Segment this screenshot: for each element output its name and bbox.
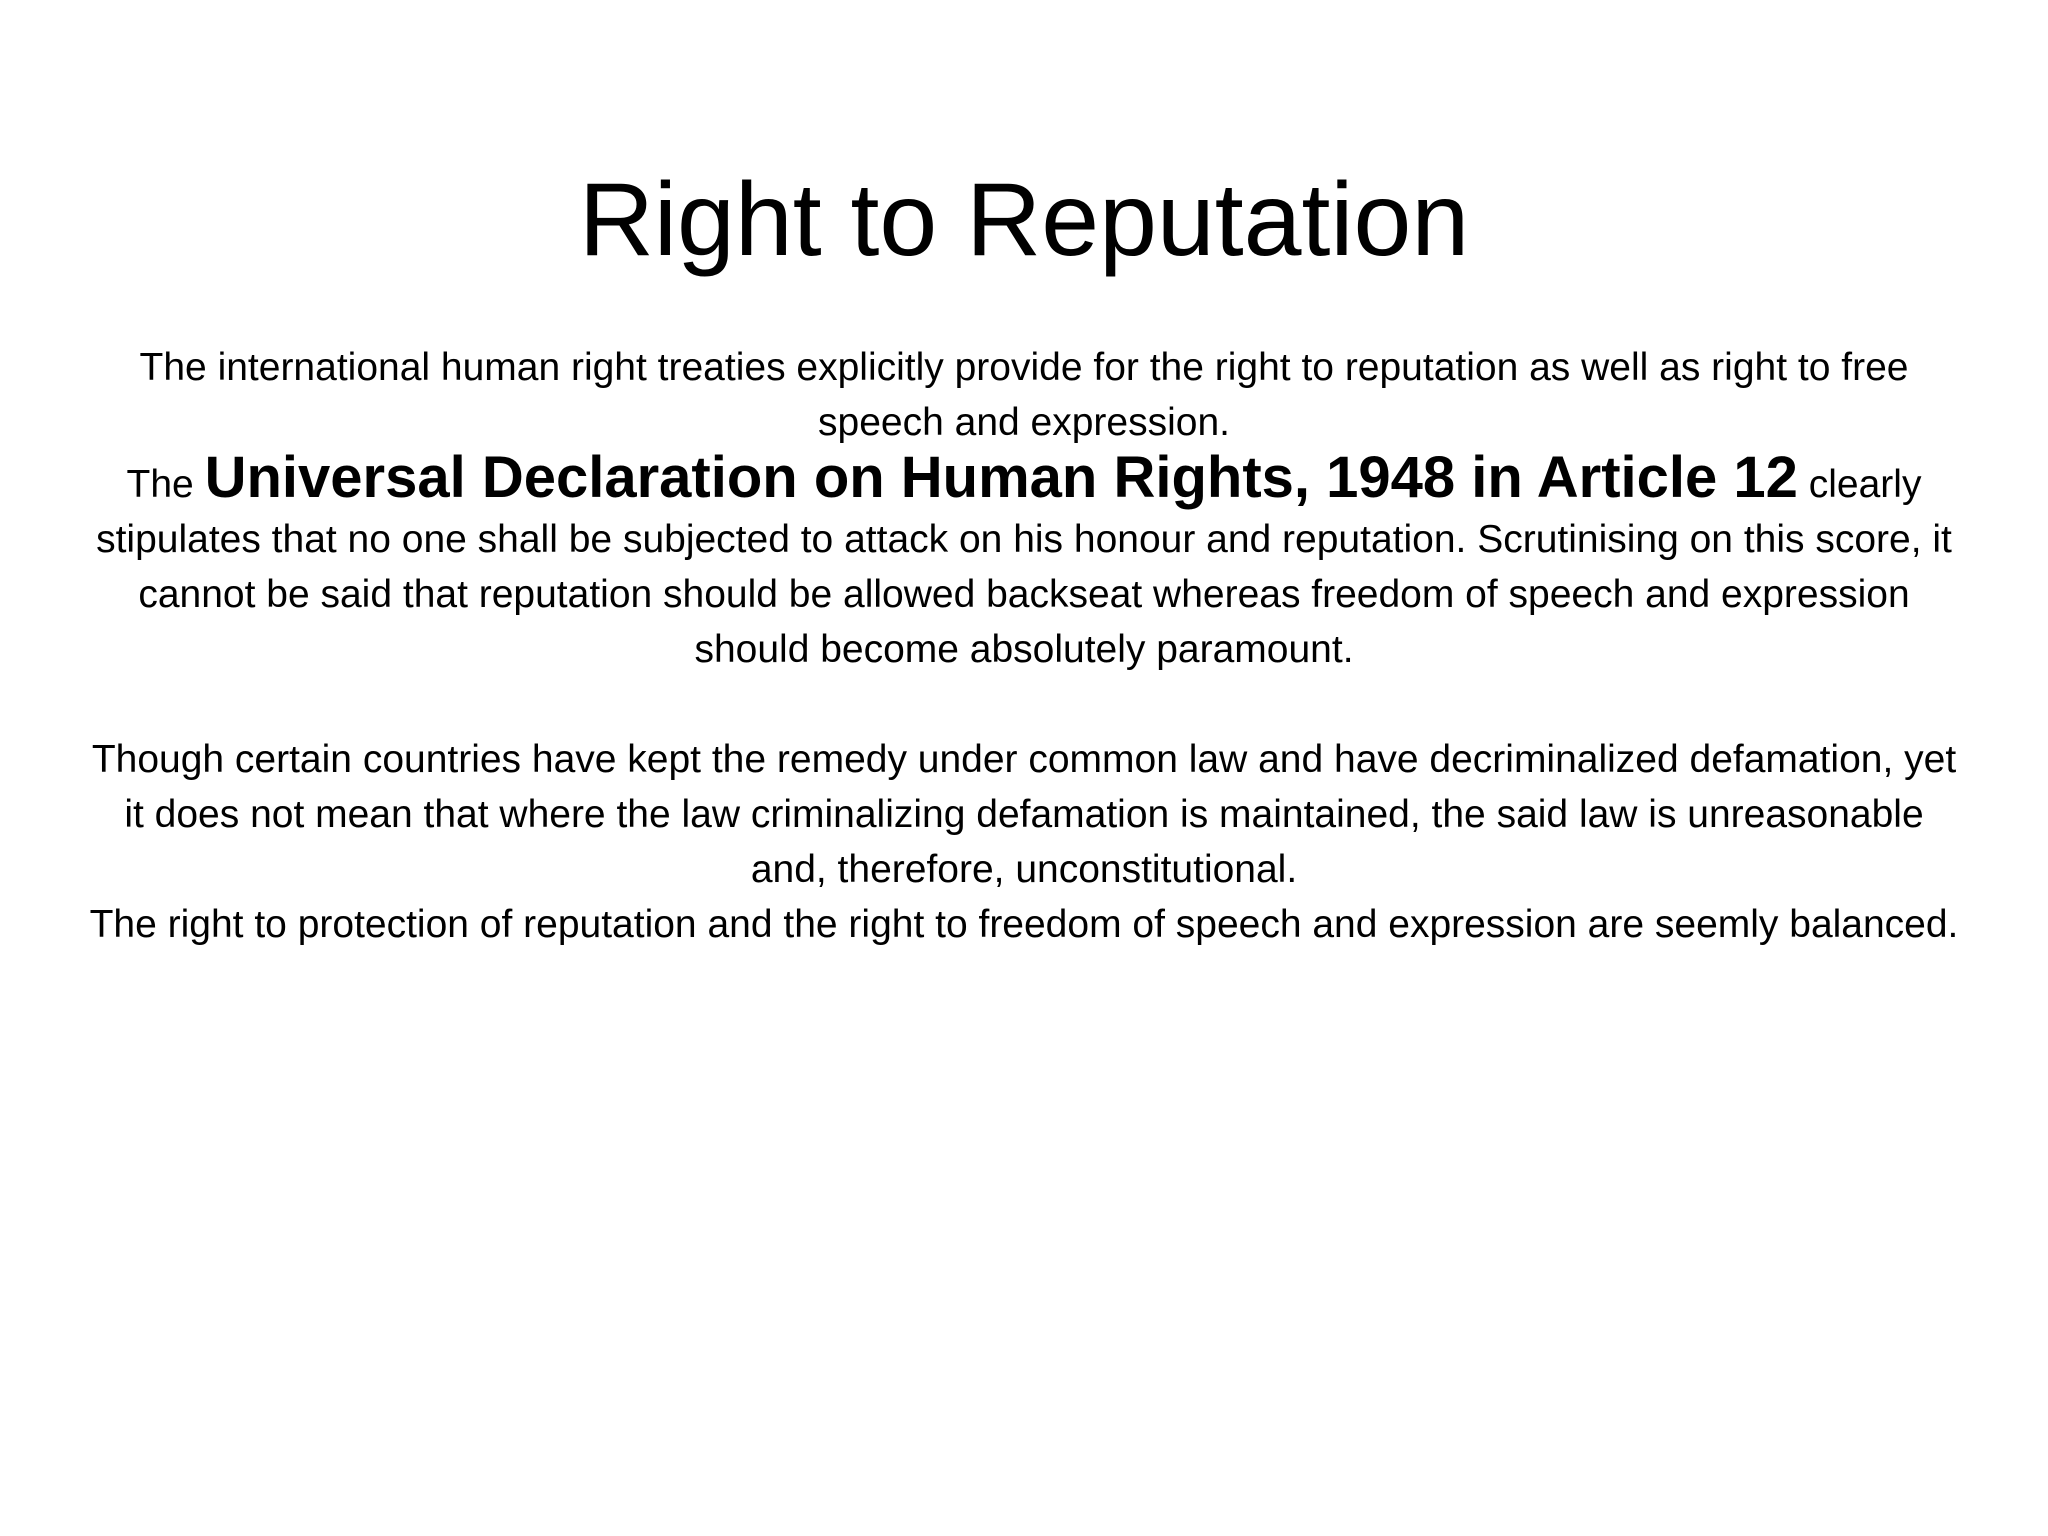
paragraph-udhr — [86, 445, 1962, 677]
paragraph-balance: The right to protection of reputation and the right to freedom of speech and expression are seemly balanced. — [89, 903, 1959, 946]
paragraph-spacer — [86, 677, 1962, 732]
paragraph-udhr-rest: clearly stipulates that no one shall be subjected to attack on his honour and reputation. Scrutinising on this score, it cannot be said that reputation should be allowed backseat whereas freedom of speech and expression should become absolutely paramount. — [96, 463, 1952, 671]
paragraph-udhr-lead: The — [126, 463, 194, 506]
slide-title: Right to Reputation — [578, 162, 1470, 278]
udhr-article-emphasis: Universal Declaration on Human Rights, 1948 in Article 12 — [204, 445, 1798, 510]
paragraph-treaties: The international human right treaties explicitly provide for the right to reputation as well as right to free speech and expression. — [139, 346, 1909, 444]
slide-body — [86, 340, 1962, 952]
paragraph-decriminalization: Though certain countries have kept the remedy under common law and have decriminalized defamation, yet it does not mean that where the law criminalizing defamation is maintained, the said law is unreasonable and, therefore, unconstitutional. — [91, 738, 1957, 891]
